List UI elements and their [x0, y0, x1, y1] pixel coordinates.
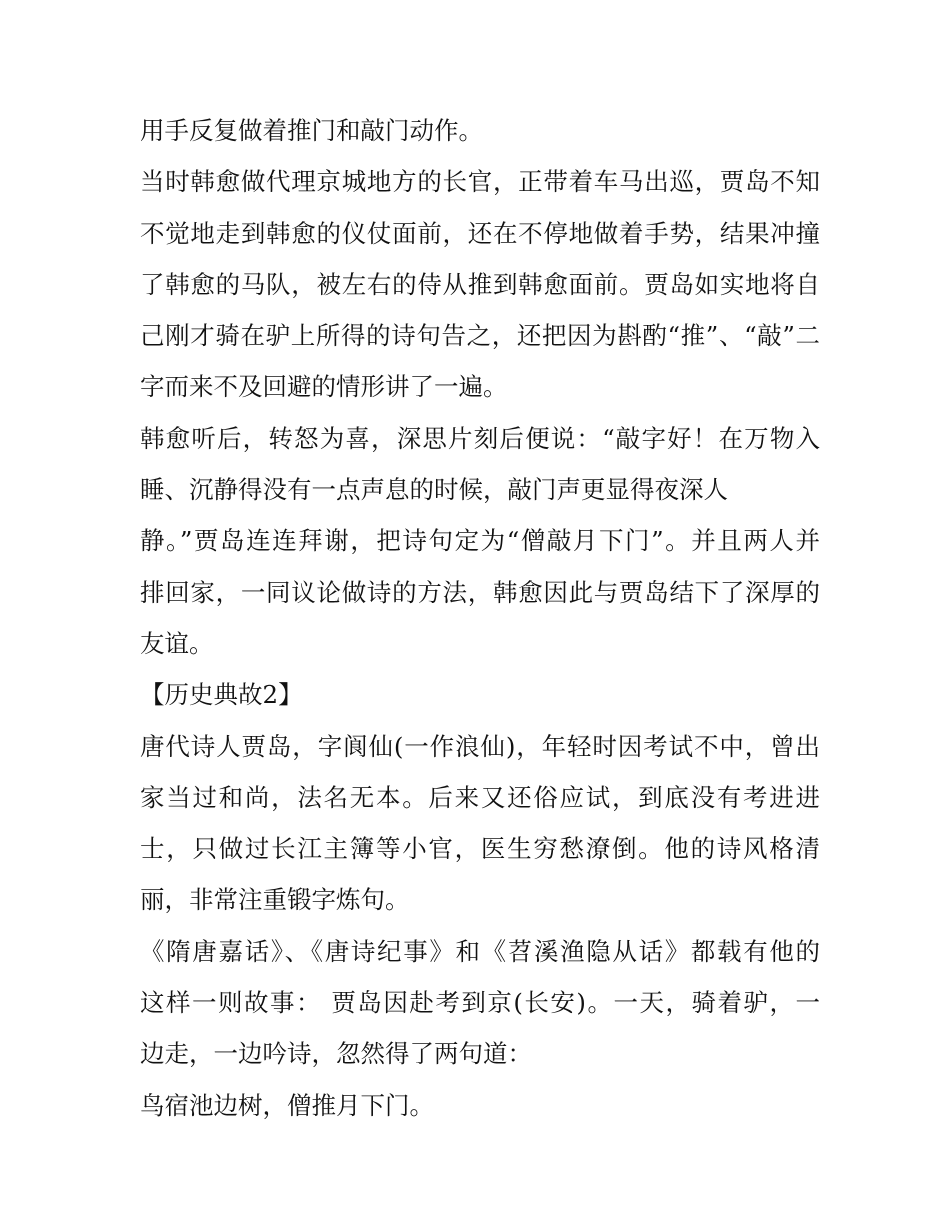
text-line: 唐代诗人贾岛，字阆仙(一作浪仙)，年轻时因考试不中，曾出	[140, 731, 820, 761]
text-line: 韩愈听后，转怒为喜，深思片刻后便说：“敲字好！在万物入	[140, 423, 820, 453]
text-line: 不觉地走到韩愈的仪仗面前，还在不停地做着手势，结果冲撞	[140, 218, 820, 248]
text-line: 排回家，一同议论做诗的方法，韩愈因此与贾岛结下了深厚的	[140, 577, 820, 607]
text-line: 家当过和尚，法名无本。后来又还俗应试，到底没有考进进	[140, 782, 820, 812]
text-line: 这样一则故事： 贾岛因赴考到京(长安)。一天，骑着驴，一	[140, 988, 820, 1018]
text-line: 丽，非常注重锻字炼句。	[140, 885, 410, 915]
text-line: 当时韩愈做代理京城地方的长官，正带着车马出巡，贾岛不知	[140, 167, 820, 197]
text-line: 边走，一边吟诗，忽然得了两句道：	[140, 1039, 532, 1069]
text-line: 字而来不及回避的情形讲了一遍。	[140, 372, 508, 402]
text-line: 【历史典故2】	[140, 680, 303, 710]
text-line: 用手反复做着推门和敲门动作。	[140, 116, 483, 145]
text-line: 友谊。	[140, 628, 214, 658]
text-line: 士，只做过长江主簿等小官，医生穷愁潦倒。他的诗风格清	[140, 834, 820, 864]
text-line: 《隋唐嘉话》、《唐诗纪事》和《苕溪渔隐从话》都载有他的	[140, 936, 820, 966]
text-line: 静。”贾岛连连拜谢，把诗句定为“僧敲月下门”。并且两人并	[140, 526, 820, 556]
text-line: 己刚才骑在驴上所得的诗句告之，还把因为斟酌“推”、“敲”二	[140, 321, 820, 351]
text-line: 了韩愈的马队，被左右的侍从推到韩愈面前。贾岛如实地将自	[140, 269, 820, 299]
text-line: 睡、沉静得没有一点声息的时候，敲门声更显得夜深人	[140, 475, 728, 505]
document-body	[140, 105, 820, 1131]
text-line: 鸟宿池边树，僧推月下门。	[140, 1090, 434, 1120]
